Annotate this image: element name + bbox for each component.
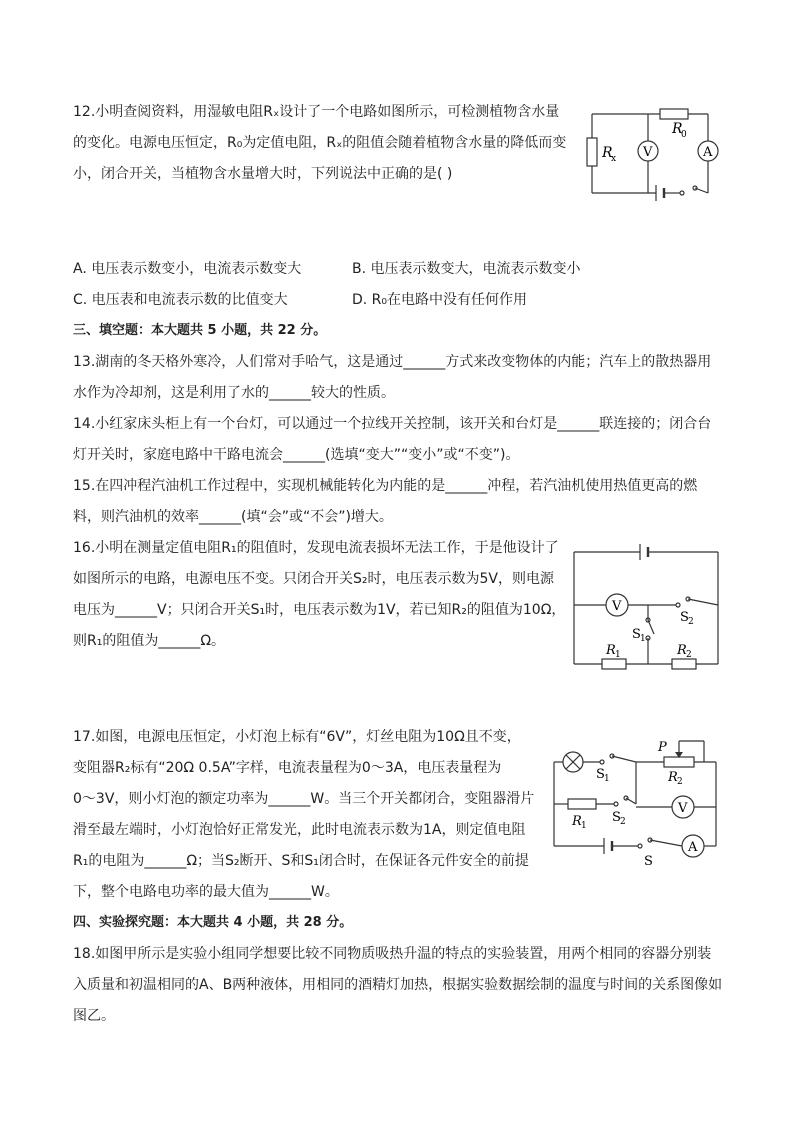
r0-sub-label: 0 [681, 130, 687, 140]
ammeter-label: A [688, 840, 698, 855]
voltmeter-label: V [678, 801, 688, 816]
s-label: S [644, 854, 653, 869]
q12-option-d: D. R₀在电路中没有任何作用 [352, 292, 528, 308]
q15-line-2: 料，则汽油机的效率______(填“会”或“不会”)增大。 [73, 509, 393, 525]
q14-line-1: 14.小红家床头柜上有一个台灯，可以通过一个拉线开关控制，该开关和台灯是______联连接的；闭合台 [73, 416, 712, 432]
slider-p-label: P [658, 740, 667, 755]
r0-label: R [672, 121, 683, 137]
voltmeter-label: V [612, 599, 622, 614]
s2-sub-label: 2 [620, 817, 626, 827]
q18-line-1: 18.如图甲所示是实验小组同学想要比较不同物质吸热升温的特点的实验装置，用两个相同的容器分别装 [73, 946, 712, 962]
q12-line-2: 的变化。电源电压恒定，R₀为定值电阻，Rₓ的阻值会随着植物含水量的降低而变 [73, 135, 567, 151]
r2-sub-label: 2 [677, 777, 683, 787]
q13-line-1: 13.湖南的冬天格外寒冷，人们常对手哈气，这是通过______方式来改变物体的内能；汽车上的散热器用 [73, 354, 712, 370]
q17-line-2: 变阻器R₂标有“20Ω 0.5A”字样，电流表量程为0～3A，电压表量程为 [73, 760, 502, 776]
s1-sub-label: 1 [604, 774, 610, 784]
q17-line-4: 滑至最左端时，小灯泡恰好正常发光，此时电流表示数为1A，则定值电阻 [73, 822, 526, 838]
r2-sub-label: 2 [686, 650, 692, 660]
q17-line-6: 下，整个电路电功率的最大值为______W。 [73, 884, 339, 900]
s1-label: S [632, 627, 641, 642]
section-4-heading: 四、实验探究题：本大题共 4 小题，共 28 分。 [73, 915, 353, 930]
q12-option-a: A. 电压表示数变小，电流表示数变大 [73, 261, 302, 277]
s1-label: S [596, 767, 605, 782]
q16-line-1: 16.小明在测量定值电阻R₁的阻值时，发现电流表损坏无法工作，于是他设计了 [73, 540, 559, 556]
s2-label: S [612, 810, 621, 825]
q16-line-4: 则R₁的阻值为______Ω。 [73, 633, 226, 649]
s2-sub-label: 2 [688, 617, 694, 627]
voltmeter-label: V [643, 145, 653, 160]
q14-line-2: 灯开关时，家庭电路中干路电流会______(选填“变大”“变小”或“不变”)。 [73, 447, 520, 463]
q18-line-3: 图乙。 [73, 1008, 115, 1024]
q16-circuit-diagram [566, 538, 731, 670]
q16-line-2: 如图所示的电路，电源电压不变。只闭合开关S₂时，电压表示数为5V，则电源 [73, 571, 554, 587]
q17-line-3: 0～3V，则小灯泡的额定功率为______W。当三个开关都闭合，变阻器滑片 [73, 791, 535, 807]
r1-sub-label: 1 [581, 821, 587, 831]
q12-line-3: 小，闭合开关，当植物含水量增大时，下列说法中正确的是( ) [73, 166, 453, 182]
q17-line-5: R₁的电阻为______Ω；当S₂断开、S和S₁闭合时，在保证各元件安全的前提 [73, 853, 529, 869]
section-3-heading: 三、填空题：本大题共 5 小题，共 22 分。 [73, 323, 327, 338]
r1-label: R [606, 643, 616, 658]
ammeter-label: A [703, 145, 713, 160]
q16-line-3: 电压为______V；只闭合开关S₁时，电压表示数为1V，若已知R₂的阻值为10Ω， [73, 602, 566, 618]
r1-sub-label: 1 [615, 650, 621, 660]
rx-sub-label: x [611, 154, 617, 164]
q12-option-c: C. 电压表和电流表示数的比值变大 [73, 292, 288, 308]
q18-line-2: 入质量和初温相同的A、B两种液体，用相同的酒精灯加热，根据实验数据绘制的温度与时间的关系图像如 [73, 977, 723, 993]
r1-label: R [572, 814, 582, 829]
q17-line-1: 17.如图，电源电压恒定，小灯泡上标有“6V”，灯丝电阻为10Ω且不变， [73, 729, 521, 745]
q12-circuit-diagram [578, 100, 728, 205]
r2-label: R [668, 770, 678, 785]
q13-line-2: 水作为冷却剂，这是利用了水的______较大的性质。 [73, 385, 395, 401]
q17-circuit-diagram [546, 733, 726, 871]
s1-sub-label: 1 [640, 634, 646, 644]
r2-label: R [677, 643, 687, 658]
q12-line-1: 12.小明查阅资料，用湿敏电阻Rₓ设计了一个电路如图所示，可检测植物含水量 [73, 104, 560, 120]
s2-label: S [680, 610, 689, 625]
rx-label: R [602, 145, 613, 161]
q15-line-1: 15.在四冲程汽油机工作过程中，实现机械能转化为内能的是______冲程，若汽油机使用热值更高的燃 [73, 478, 698, 494]
q12-option-b: B. 电压表示数变大，电流表示数变小 [352, 261, 581, 277]
